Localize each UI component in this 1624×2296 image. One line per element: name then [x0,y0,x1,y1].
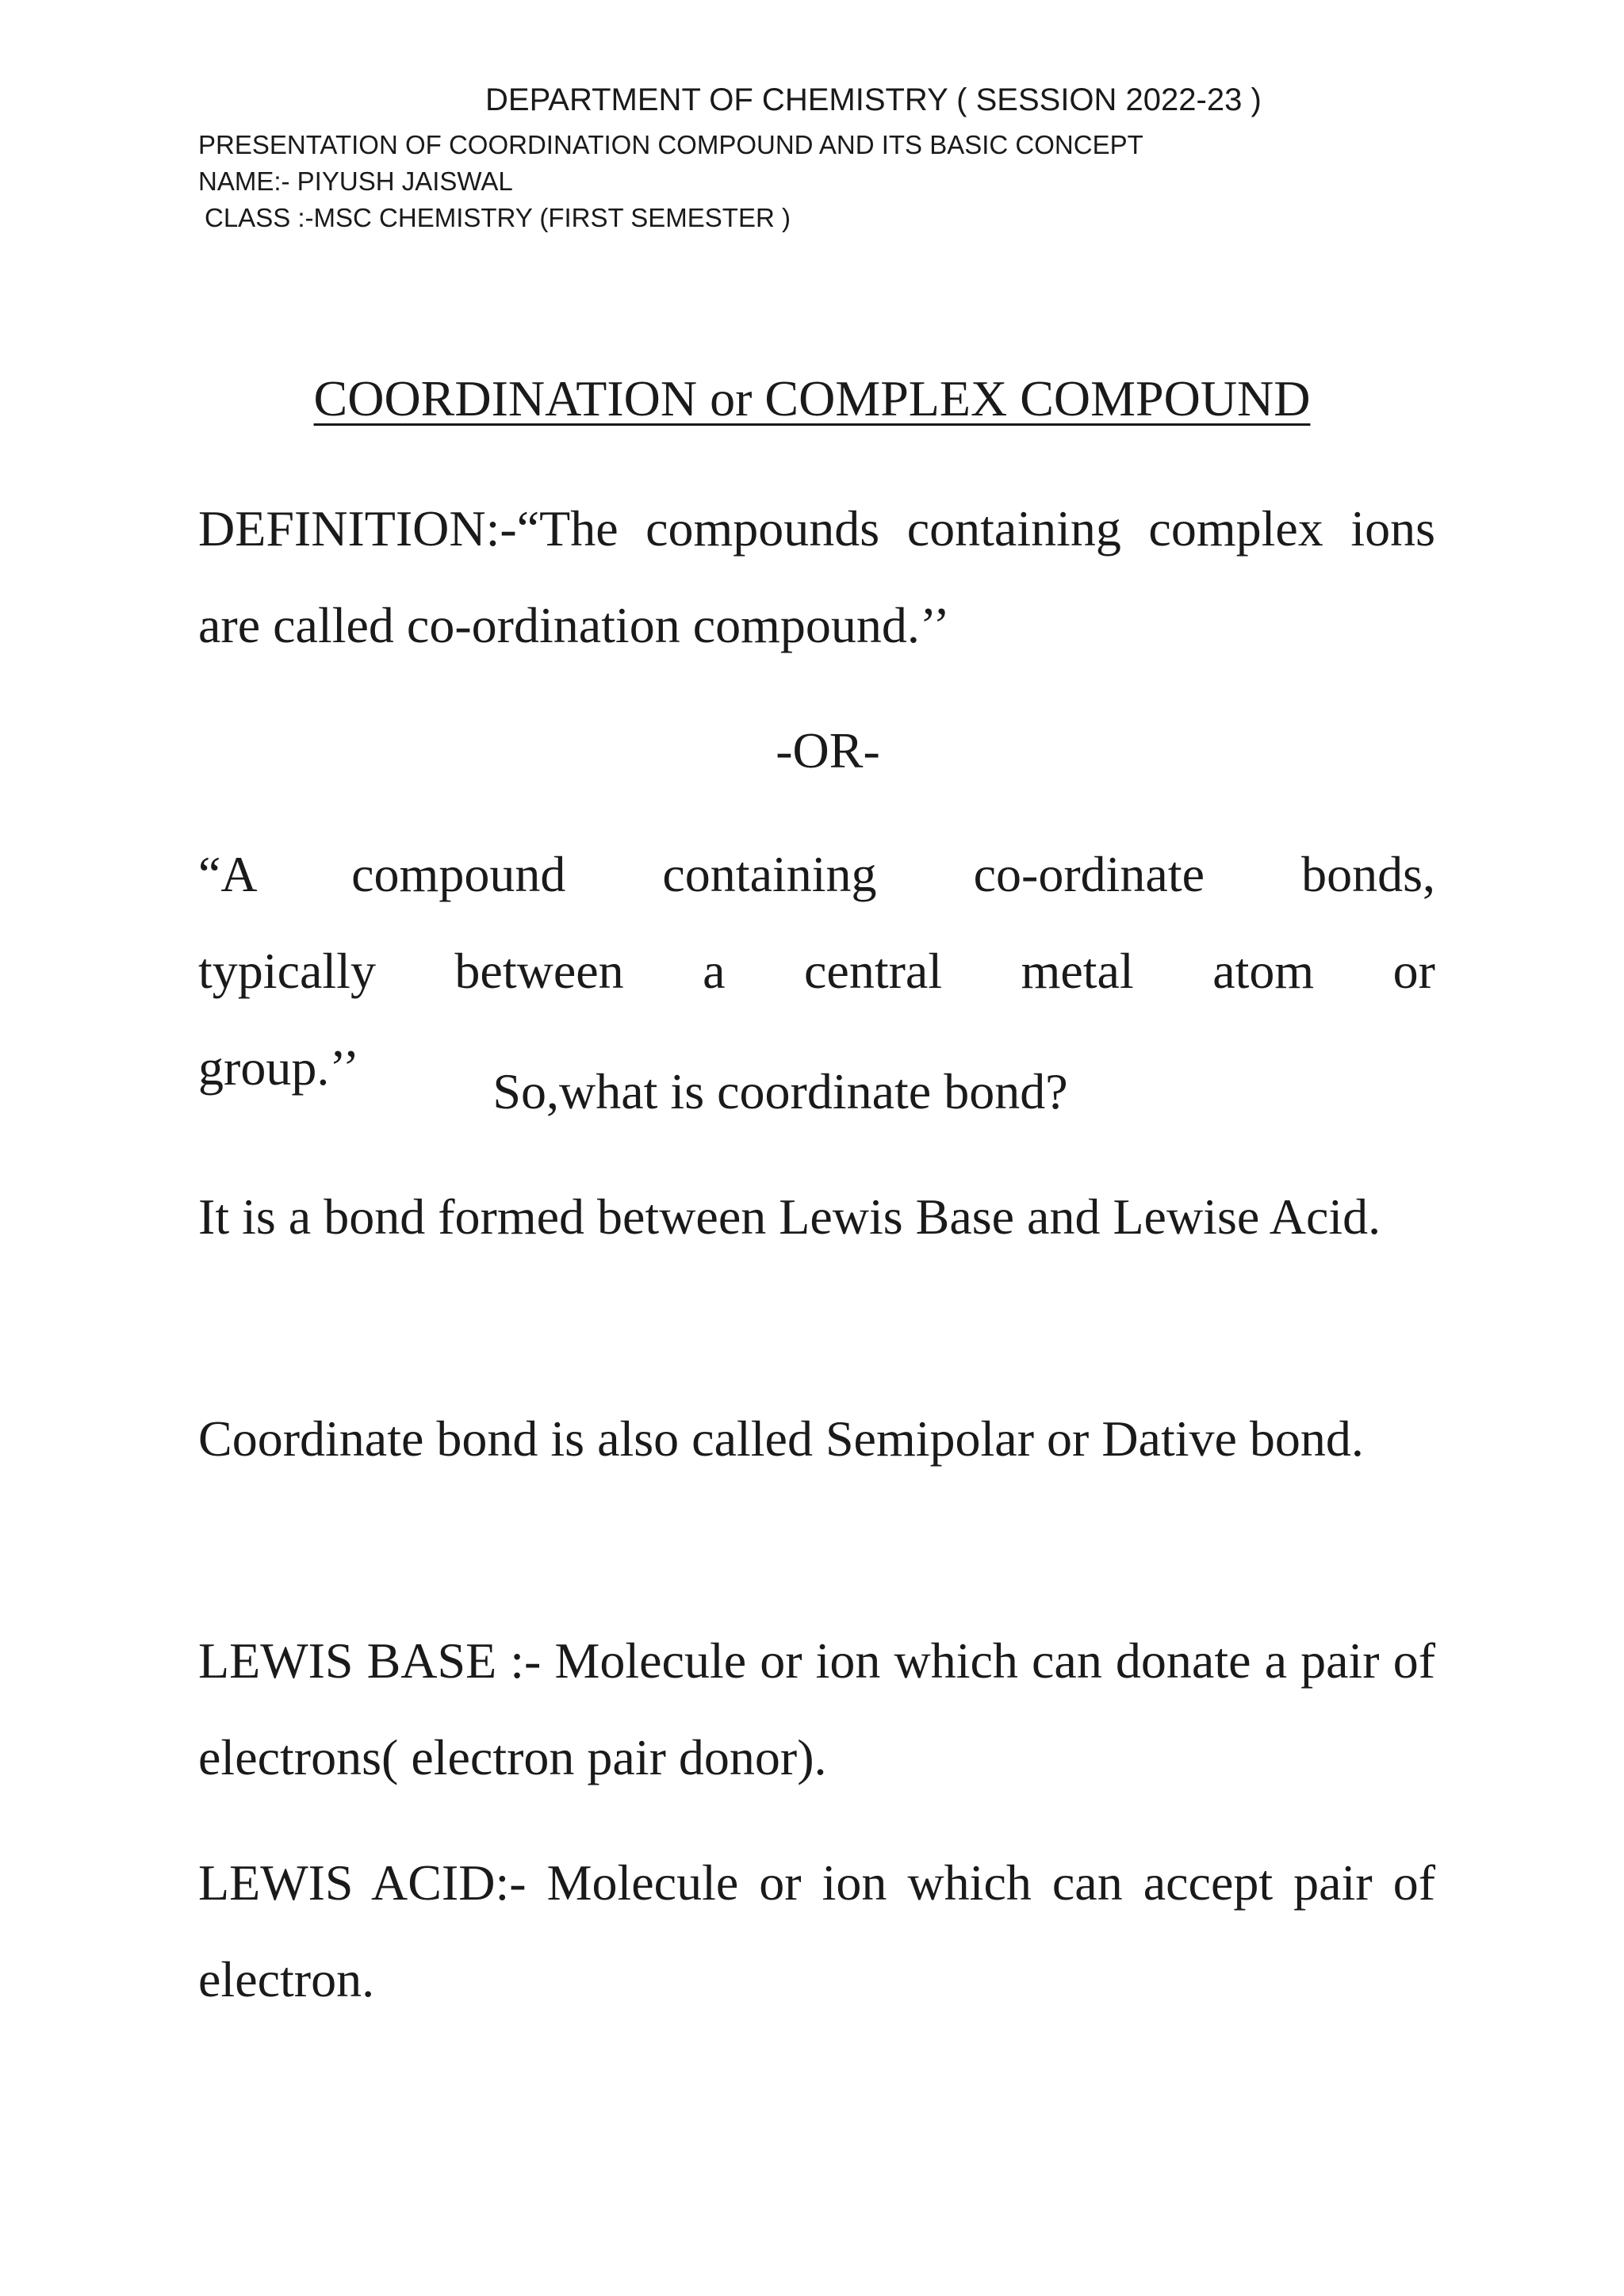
definition-paragraph: DEFINITION:-“The compounds containing complex ions are called co-ordination compound.’’ [198,500,1435,653]
semipolar-paragraph: Coordinate bond is also called Semipolar or Dative bond. [198,1410,1364,1467]
author-name: NAME:- PIYUSH JAISWAL [198,166,513,196]
presentation-line: PRESENTATION OF COORDINATION COMPOUND AND ITS BASIC CONCEPT [198,130,1143,159]
or-separator: -OR- [776,722,880,779]
lewis-acid-paragraph: LEWIS ACID:- Molecule or ion which can accept pair of electron. [198,1854,1435,2007]
lewis-base-paragraph: LEWIS BASE :- Molecule or ion which can donate a pair of electrons( electron pair donor). [198,1632,1435,1785]
document-title: COORDINATION or COMPLEX COMPOUND [313,370,1311,427]
department-heading: DEPARTMENT OF CHEMISTRY ( SESSION 2022-23 ) [485,82,1262,117]
class-info: CLASS :-MSC CHEMISTRY (FIRST SEMESTER ) [205,203,791,232]
question-line: So,what is coordinate bond? [492,1063,1068,1119]
alternate-definition-paragraph: “A compound containing co-ordinate bonds, typically between a central metal atom or group.’’ [198,846,1435,1096]
bond-explanation-paragraph: It is a bond formed between Lewis Base and Lewise Acid. [198,1188,1381,1245]
